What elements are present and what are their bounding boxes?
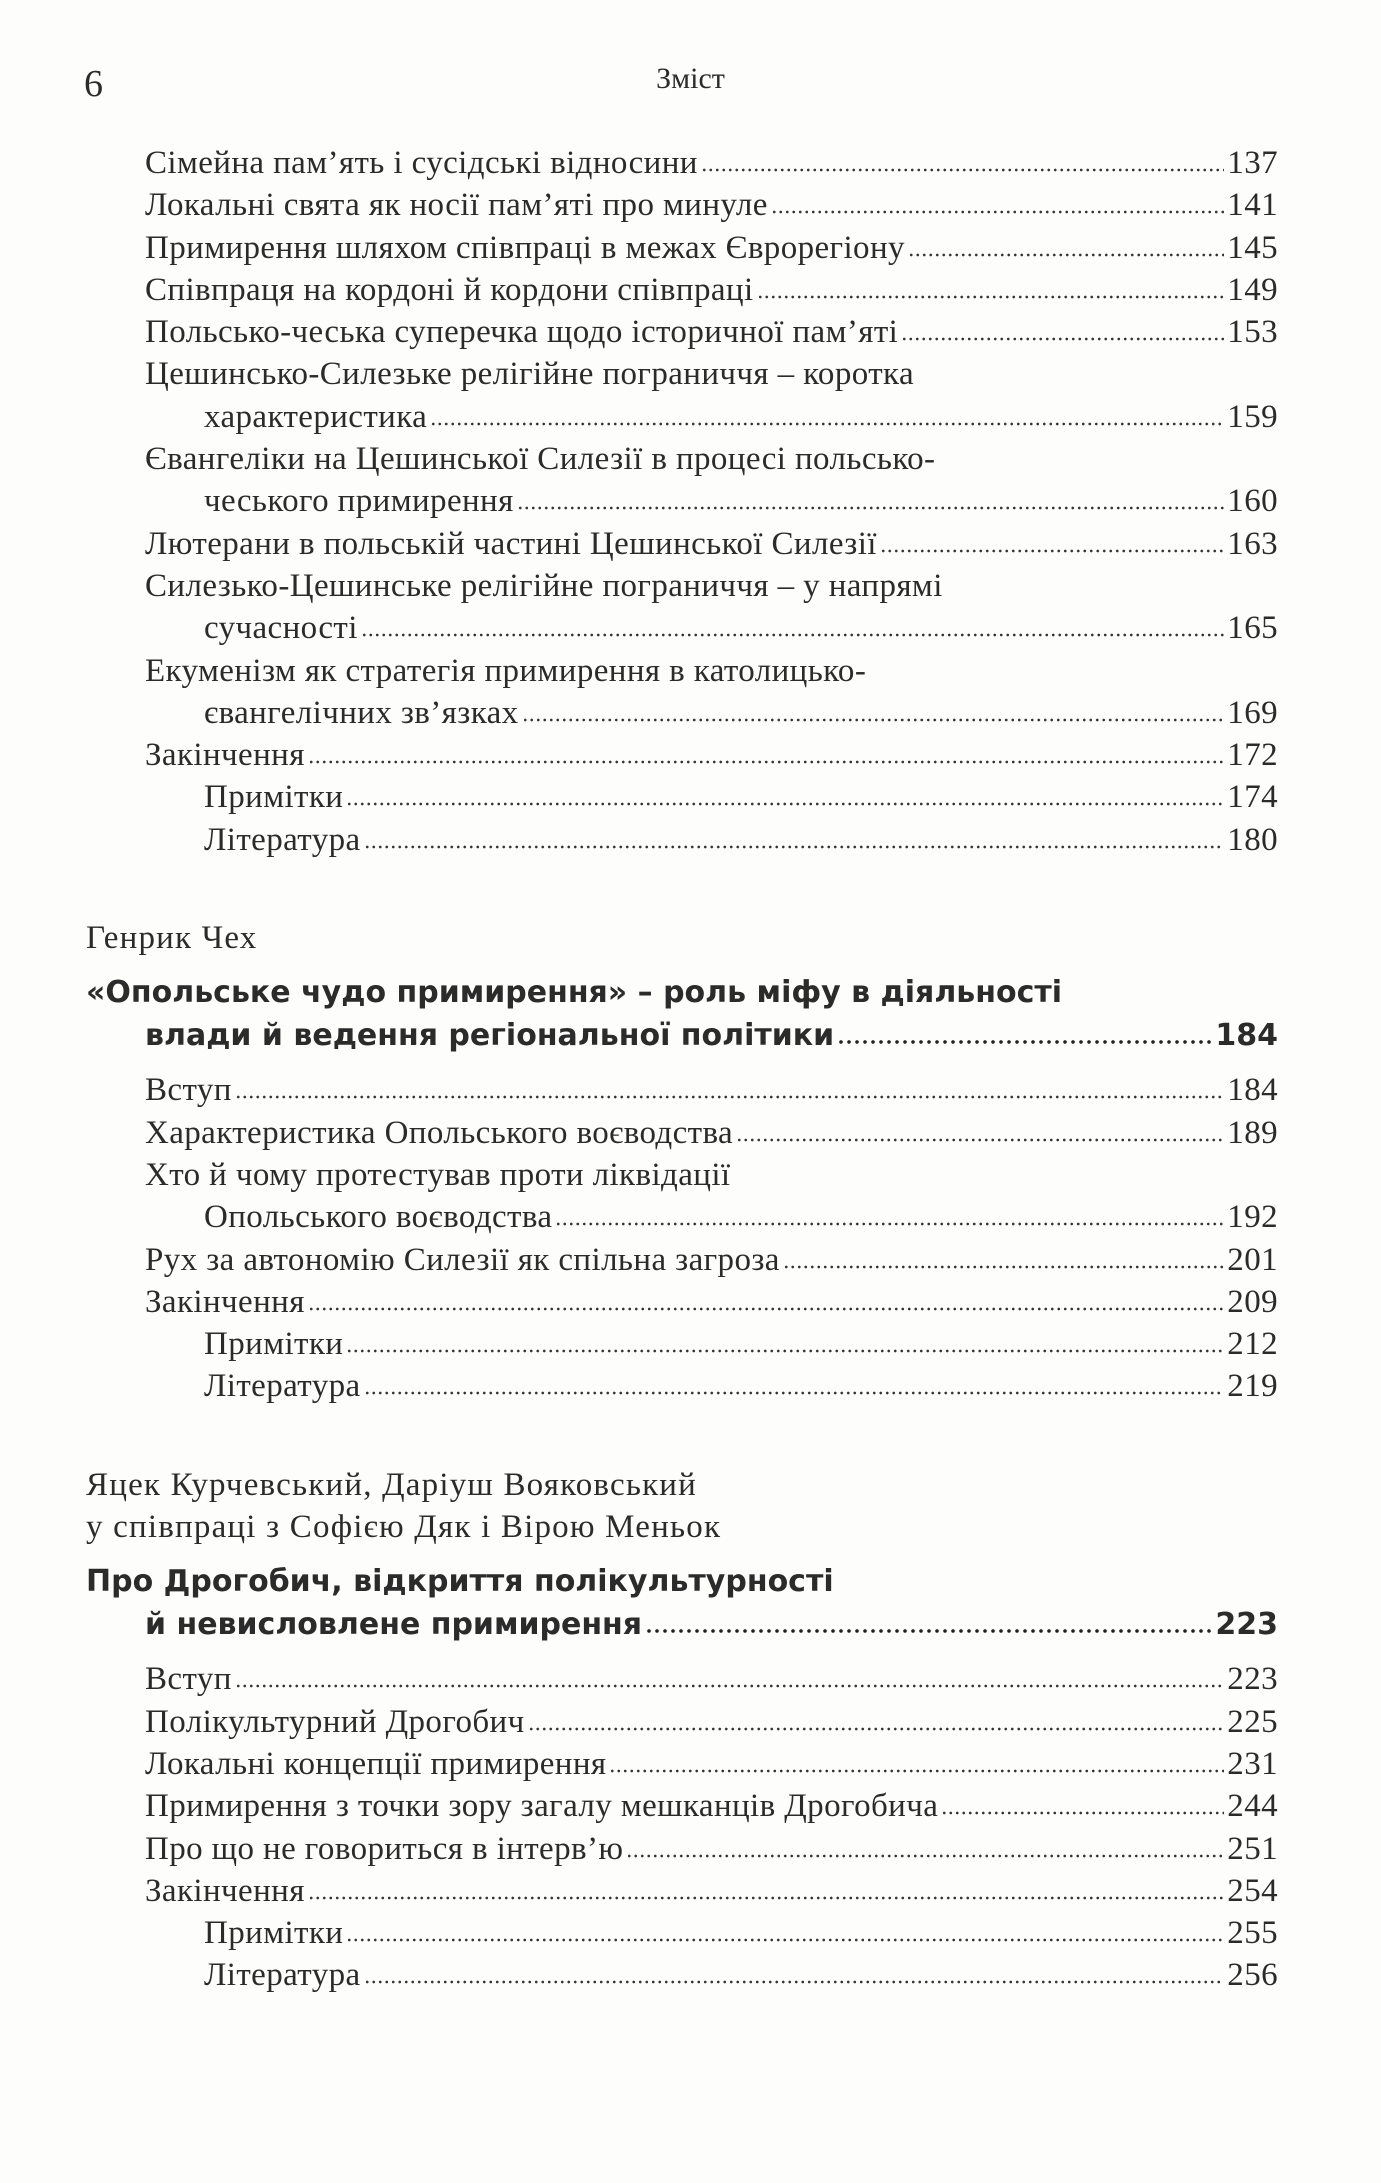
- page-number: 6: [84, 63, 103, 105]
- dot-leader: [880, 548, 1224, 554]
- toc-entry-text: Примітки: [204, 1326, 344, 1363]
- toc-line: [86, 819, 1278, 861]
- toc-page-number: 223: [1227, 1661, 1278, 1698]
- toc-entry-text: Євангеліки на Цешинської Силезії в процесі польсько-: [145, 441, 936, 478]
- toc-entry[interactable]: [86, 1743, 1278, 1785]
- dot-leader: [522, 717, 1225, 723]
- dot-leader: [364, 1390, 1225, 1396]
- toc-line: [86, 438, 1278, 480]
- toc-entry-text: Рух за автономію Силезії як спільна загроза: [145, 1241, 780, 1278]
- toc-line: [86, 480, 1278, 522]
- spacer: [86, 1057, 1278, 1069]
- spacer: [86, 1646, 1278, 1658]
- toc-entry[interactable]: [86, 311, 1278, 353]
- toc-line: [86, 1743, 1278, 1785]
- toc-entry[interactable]: [86, 1323, 1278, 1365]
- chapter-title: [86, 971, 1278, 1057]
- toc-page-number: 165: [1227, 610, 1278, 647]
- toc-entry[interactable]: [86, 776, 1278, 818]
- dot-leader: [346, 801, 1224, 807]
- toc-page-number: 189: [1227, 1114, 1278, 1151]
- toc-line: [86, 396, 1278, 438]
- dot-leader: [528, 1726, 1225, 1732]
- toc-entry[interactable]: [86, 1112, 1278, 1154]
- dot-leader: [430, 421, 1224, 427]
- dot-leader: [626, 1853, 1224, 1859]
- dot-leader: [235, 1094, 1224, 1100]
- toc-entry-text: Локальні свята як носії пам’яті про минуле: [145, 187, 768, 224]
- toc-page-number: 149: [1227, 271, 1278, 308]
- toc-entry-text: влади й ведення регіональної політики: [145, 1018, 835, 1054]
- toc-entry[interactable]: [86, 1912, 1278, 1954]
- toc-page-number: 256: [1227, 1957, 1278, 1994]
- toc-line: [86, 776, 1278, 818]
- toc-line: [86, 1658, 1278, 1700]
- toc-line: [86, 1701, 1278, 1743]
- toc-entry[interactable]: [86, 1785, 1278, 1827]
- toc-entry-text: Полікультурний Дрогобич: [145, 1703, 525, 1740]
- spacer: [86, 1408, 1278, 1464]
- toc-page-number: 209: [1227, 1283, 1278, 1320]
- toc-line: [86, 523, 1278, 565]
- dot-leader: [555, 1221, 1224, 1227]
- toc-entry-text: Закінчення: [145, 1283, 305, 1320]
- toc-entry[interactable]: [86, 269, 1278, 311]
- dot-leader: [517, 505, 1225, 511]
- dot-leader: [901, 336, 1224, 342]
- dot-leader: [609, 1768, 1224, 1774]
- toc-line: [86, 1281, 1278, 1323]
- dot-leader: [308, 1306, 1225, 1312]
- toc-page-number: 169: [1227, 694, 1278, 731]
- dot-leader: [364, 844, 1225, 850]
- toc-entry-text: Лютерани в польській частині Цешинської Силезії: [145, 525, 877, 562]
- toc-section: [86, 142, 1278, 861]
- toc-page-number: 223: [1215, 1607, 1278, 1643]
- toc-entry[interactable]: [86, 1069, 1278, 1111]
- toc-entry[interactable]: [86, 184, 1278, 226]
- toc-entry[interactable]: [86, 353, 1278, 438]
- toc-entry-text: Опольського воєводства: [204, 1199, 553, 1236]
- toc-entry-text: Співпраця на кордоні й кордони співпраці: [145, 271, 754, 308]
- toc-line: [86, 1870, 1278, 1912]
- toc-line: [86, 1239, 1278, 1281]
- toc-entry-text: чеського примирення: [204, 483, 514, 520]
- chapter-title: [86, 1560, 1278, 1646]
- toc-line: [86, 227, 1278, 269]
- toc-entry-text: Про Дрогобич, відкриття полікультурності: [86, 1564, 834, 1600]
- toc-line: [86, 1196, 1278, 1238]
- toc-line: [86, 1365, 1278, 1407]
- toc-page-number: 159: [1227, 398, 1278, 435]
- toc-entry[interactable]: [86, 1365, 1278, 1407]
- toc-entry-text: «Опольське чудо примирення» – роль міфу в діяльності: [86, 975, 1063, 1011]
- dot-leader: [771, 209, 1225, 215]
- toc-page-number: 153: [1227, 314, 1278, 351]
- toc-line: [86, 353, 1278, 395]
- toc-line: [86, 1828, 1278, 1870]
- toc-entry-text: Про що не говориться в інтерв’ю: [145, 1830, 624, 1867]
- toc-entry-text: Література: [204, 821, 361, 858]
- toc-page-number: 180: [1227, 821, 1278, 858]
- toc-entry-text: Цешинсько-Силезьке релігійне пограниччя – коротка: [145, 356, 914, 393]
- toc-line: [86, 1560, 1278, 1603]
- toc-entry-text: Примирення шляхом співпраці в межах Єврорегіону: [145, 229, 905, 266]
- toc-entry[interactable]: [86, 227, 1278, 269]
- dot-leader: [308, 759, 1225, 765]
- toc-entry[interactable]: [86, 438, 1278, 523]
- toc-entry-text: сучасності: [204, 610, 358, 647]
- toc-entry-text: Сімейна пам’ять і сусідські відносини: [145, 145, 698, 181]
- toc-entry-text: Характеристика Опольського воєводства: [145, 1114, 734, 1151]
- toc-entry-text: Закінчення: [145, 737, 305, 774]
- toc-entry[interactable]: [86, 1658, 1278, 1700]
- toc-line: [86, 1112, 1278, 1154]
- toc-line: [86, 1323, 1278, 1365]
- toc-page-number: 201: [1227, 1241, 1278, 1278]
- toc-entry[interactable]: [86, 1239, 1278, 1281]
- dot-leader: [837, 1039, 1212, 1045]
- chapter-author: у співпраці з Софією Дяк і Вірою Меньок: [86, 1509, 722, 1546]
- toc-line: [86, 1912, 1278, 1954]
- toc-entry-text: Екуменізм як стратегія примирення в католицько-: [145, 652, 867, 689]
- spacer: [86, 1548, 1278, 1560]
- toc-entry-text: характеристика: [204, 398, 428, 435]
- toc-page-number: 184: [1215, 1018, 1278, 1054]
- toc-line: [86, 1154, 1278, 1196]
- toc-page-number: 172: [1227, 737, 1278, 774]
- toc-line: [86, 311, 1278, 353]
- dot-leader: [645, 1628, 1212, 1634]
- toc-page-number: 184: [1227, 1072, 1278, 1109]
- toc-entry-text: й невисловлене примирення: [145, 1607, 643, 1643]
- toc-entry-text: Хто й чому протестував проти ліквідації: [145, 1156, 731, 1193]
- chapter-author: Яцек Курчевський, Даріуш Вояковський: [86, 1466, 698, 1503]
- dot-leader: [346, 1937, 1224, 1943]
- toc-entry-text: євангелічних зв’язках: [204, 694, 519, 731]
- toc-entry[interactable]: [86, 1281, 1278, 1323]
- toc-entry[interactable]: [86, 819, 1278, 861]
- toc-line: [86, 1785, 1278, 1827]
- toc-line: [86, 607, 1278, 649]
- dot-leader: [308, 1895, 1225, 1901]
- toc-entry[interactable]: [86, 650, 1278, 735]
- toc-entry[interactable]: [86, 1701, 1278, 1743]
- dot-leader: [361, 632, 1224, 638]
- toc-entry-text: Примирення з точки зору загалу мешканців Дрогобича: [145, 1788, 939, 1825]
- toc-entry-text: Вступ: [145, 1661, 232, 1698]
- toc-section: [86, 861, 1278, 1408]
- dot-leader: [941, 1810, 1224, 1816]
- toc-entry[interactable]: [86, 142, 1278, 184]
- toc-entry-text: Польсько-чеська суперечка щодо історичної пам’яті: [145, 314, 899, 351]
- toc-line: [86, 650, 1278, 692]
- dot-leader: [736, 1137, 1224, 1143]
- toc-entry[interactable]: [86, 1954, 1278, 1996]
- toc-page-number: 141: [1227, 187, 1278, 224]
- toc-page-number: 192: [1227, 1199, 1278, 1236]
- toc-line: [86, 734, 1278, 776]
- toc-line: [86, 142, 1278, 184]
- toc-entry[interactable]: [86, 1870, 1278, 1912]
- toc-page-number: 254: [1227, 1872, 1278, 1909]
- dot-leader: [908, 252, 1224, 258]
- toc-page-number: 163: [1227, 525, 1278, 562]
- toc-line: [86, 565, 1278, 607]
- dot-leader: [783, 1264, 1224, 1270]
- toc-line: [86, 184, 1278, 226]
- toc-page-number: 219: [1227, 1368, 1278, 1405]
- toc-entry-text: Закінчення: [145, 1872, 305, 1909]
- toc-page-number: 255: [1227, 1915, 1278, 1952]
- toc-line: [86, 1954, 1278, 1996]
- toc-entry[interactable]: [86, 1154, 1278, 1239]
- toc-entry-text: Примітки: [204, 1915, 344, 1952]
- dot-leader: [346, 1348, 1224, 1354]
- spacer: [86, 959, 1278, 971]
- dot-leader: [364, 1979, 1225, 1985]
- toc-entry-text: Література: [204, 1368, 361, 1405]
- toc-entry-text: Вступ: [145, 1072, 232, 1109]
- dot-leader: [701, 167, 1224, 173]
- toc-entry-text: Примітки: [204, 779, 344, 816]
- chapter-author: Генрик Чех: [86, 920, 258, 957]
- toc-page-number: 212: [1227, 1326, 1278, 1363]
- dot-leader: [757, 294, 1225, 300]
- toc-page-number: 160: [1227, 483, 1278, 520]
- toc-entry[interactable]: [86, 1828, 1278, 1870]
- toc-line: [86, 692, 1278, 734]
- toc-entry-text: Локальні концепції примирення: [145, 1745, 607, 1782]
- spacer: [86, 861, 1278, 917]
- table-of-contents: [86, 142, 1278, 1997]
- toc-page-number: 244: [1227, 1788, 1278, 1825]
- toc-line: [86, 1014, 1278, 1057]
- toc-page-number: 225: [1227, 1703, 1278, 1740]
- toc-entry-text: Силезько-Цешинське релігійне пограниччя – у напрямі: [145, 567, 943, 604]
- toc-page-number: 145: [1227, 229, 1278, 266]
- toc-line: [86, 269, 1278, 311]
- toc-line: [86, 1069, 1278, 1111]
- toc-entry-text: Література: [204, 1957, 361, 1994]
- toc-page-number: 174: [1227, 779, 1278, 816]
- toc-page-number: 251: [1227, 1830, 1278, 1867]
- toc-entry[interactable]: [86, 734, 1278, 776]
- toc-page-number: 231: [1227, 1745, 1278, 1782]
- dot-leader: [235, 1683, 1224, 1689]
- toc-entry[interactable]: [86, 523, 1278, 565]
- toc-line: [86, 1603, 1278, 1646]
- toc-line: [86, 971, 1278, 1014]
- toc-section: [86, 1408, 1278, 1997]
- toc-entry[interactable]: [86, 565, 1278, 650]
- toc-page-number: 137: [1227, 145, 1278, 181]
- running-title: Зміст: [656, 62, 725, 95]
